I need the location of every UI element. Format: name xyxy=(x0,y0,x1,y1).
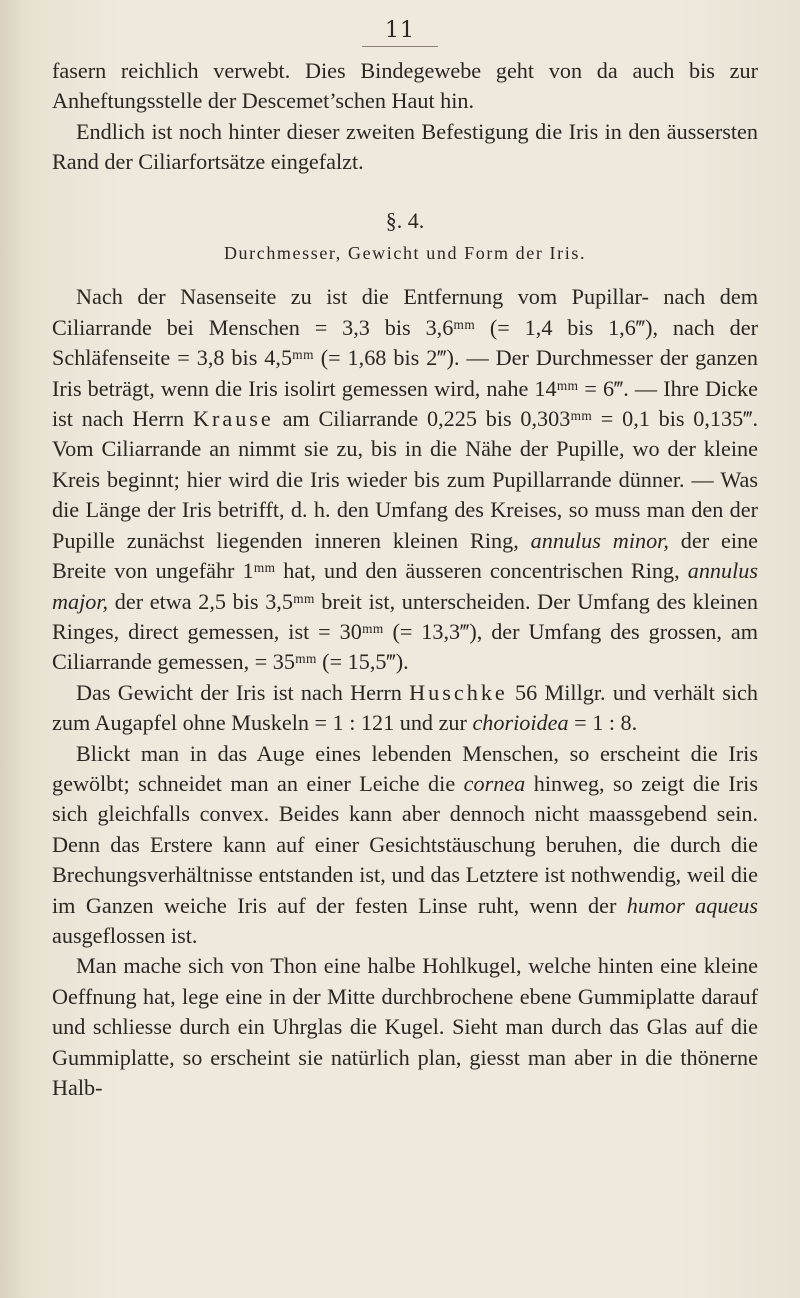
text-run: der etwa 2,5 bis 3,5ᵐᵐ breit ist, unterscheiden. Der Umfang des kleinen Ringes, direct gemessen, ist = 30ᵐᵐ (= 13,3‴), der Umfang des grossen, am Ciliarrande gemessen, = 35ᵐᵐ (= 15,5‴). xyxy=(52,588,758,675)
latin-term: annulus major, xyxy=(52,558,758,614)
paragraph-dimensions xyxy=(52,282,758,677)
author-name: Huschke xyxy=(409,679,508,705)
latin-term: cornea xyxy=(463,770,526,796)
text-run: Blickt man in das Auge eines lebenden Menschen, so erscheint die Iris gewölbt; schneidet man an einer Leiche die xyxy=(52,740,758,796)
paragraph-experiment: Man mache sich von Thon eine halbe Hohlkugel, welche hinten eine kleine Oeffnung hat, lege eine in der Mitte durchbrochene ebene Gummiplatte darauf und schliesse durch ein Uhrglas die Kugel. Sieht man durch das Glas auf die Gummiplatte, so erscheint sie natürlich plan, giesst man aber in die thönerne Halb- xyxy=(52,953,758,1100)
text-run: = 1 : 8. xyxy=(568,710,638,736)
body-text xyxy=(52,56,758,1103)
section-number: §. 4. xyxy=(385,207,425,233)
latin-term: chorioidea xyxy=(472,710,569,736)
text-run: Nach der Nasenseite zu ist die Entfernung vom Pupillar- nach dem Ciliarrande bei Menschen = 3,3 bis 3,6ᵐᵐ (= 1,4 bis 1,6‴), nach der Schläfenseite = 3,8 bis 4,5ᵐᵐ (= 1,68 bis 2‴). — Der Durchmesser der ganzen Iris beträgt, wenn die Iris isolirt gemessen wird, nahe 14ᵐᵐ = 6‴. — Ihre Dicke ist nach Herrn xyxy=(52,284,758,432)
latin-term: humor aqueus xyxy=(626,892,759,918)
text-run: Das Gewicht der Iris ist nach Herrn xyxy=(76,679,410,705)
paragraph-form xyxy=(52,739,758,952)
paragraph-weight xyxy=(52,678,758,739)
text-run: hinweg, so zeigt die Iris sich gleichfalls convex. Beides kann aber dennoch nicht maassgebend sein. Denn das Erstere kann auf einer Gesichtstäuschung beruhen, die durch die Brechungsverhältnisse entstanden ist, und das Letztere ist nothwendig, weil die im Ganzen weiche Iris auf der festen Linse ruht, wenn der xyxy=(52,770,758,918)
text-run: ausgeflossen ist. xyxy=(52,922,198,948)
page-number: 11 xyxy=(385,18,415,43)
text-run: der eine Breite von ungefähr 1ᵐᵐ hat, und den äusseren concentrischen Ring, xyxy=(52,527,758,584)
section-title: Durchmesser, Gewicht und Form der Iris. xyxy=(223,243,587,264)
header-rule xyxy=(362,46,438,47)
author-name: Krause xyxy=(192,406,274,432)
paragraph-continuation: fasern reichlich verwebt. Dies Bindegewebe geht von da auch bis zur Anheftungsstelle der Descemet’schen Haut hin. xyxy=(52,58,758,114)
latin-term: annulus minor, xyxy=(530,527,669,553)
text-run: am Ciliarrande 0,225 bis 0,303ᵐᵐ = 0,1 bis 0,135‴. Vom Ciliarrande an nimmt sie zu, bis in die Nähe der Pupille, wo der kleine Kreis beginnt; hier wird die Iris wieder bis zum Pupillarrande dünner. — Was die Länge der Iris betrifft, d. h. den Umfang des Kreises, so muss man den der Pupille zunächst liegenden inneren kleinen Ring, xyxy=(52,406,758,553)
text-run: 56 Millgr. und verhält sich zum Augapfel ohne Muskeln = 1 : 121 und zur xyxy=(52,679,758,736)
paragraph-iris-ciliary: Endlich ist noch hinter dieser zweiten Befestigung die Iris in den äussersten Rand der Ciliarfortsätze eingefalzt. xyxy=(52,118,758,175)
